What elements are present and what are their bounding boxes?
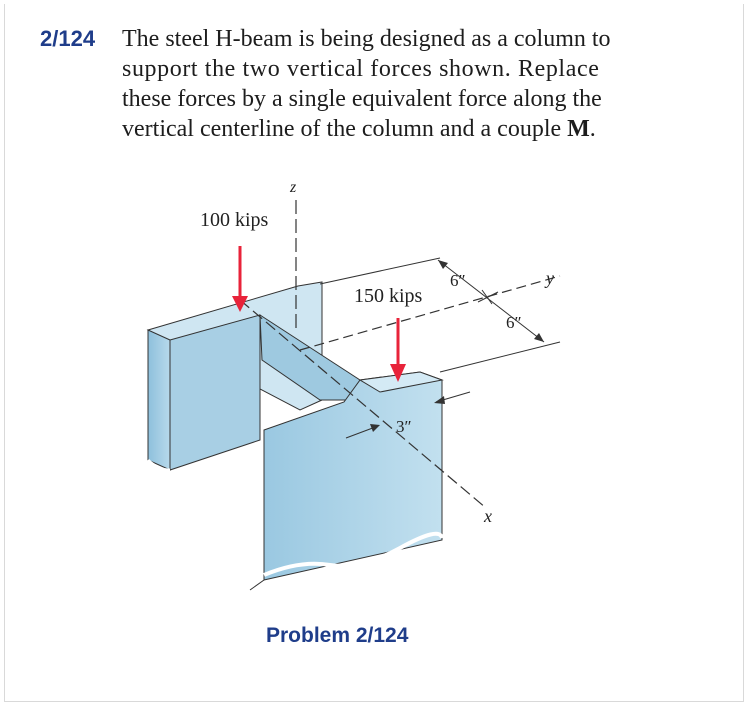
force-150-kips: [354, 285, 423, 382]
figure-caption: Problem 2/124: [266, 624, 409, 647]
force-100-label: 100 kips: [200, 209, 269, 231]
problem-line-1: The steel H-beam is being designed as a column to: [122, 26, 611, 52]
axis-z-label: z: [290, 179, 297, 196]
dim-3-label: 3″: [396, 417, 412, 436]
couple-symbol: M: [567, 116, 590, 142]
force-150-label: 150 kips: [354, 285, 423, 307]
dim-6-upper-label: 6″: [450, 271, 466, 290]
dimension-lines: [320, 258, 560, 372]
force-100-kips: [200, 209, 269, 312]
problem-line-3: these forces by a single equivalent force along the: [122, 86, 602, 112]
problem-line-4-text: vertical centerline of the column and a couple: [122, 116, 568, 142]
problem-period: .: [589, 116, 596, 142]
right-flange: [250, 372, 442, 590]
problem-number: 2/124: [40, 26, 96, 51]
axis-y-label: y: [546, 268, 554, 288]
dim-6-lower-label: 6″: [506, 313, 522, 332]
axis-x-label: x: [484, 506, 492, 526]
problem-line-2: support the two vertical forces shown. Replace: [122, 56, 600, 82]
